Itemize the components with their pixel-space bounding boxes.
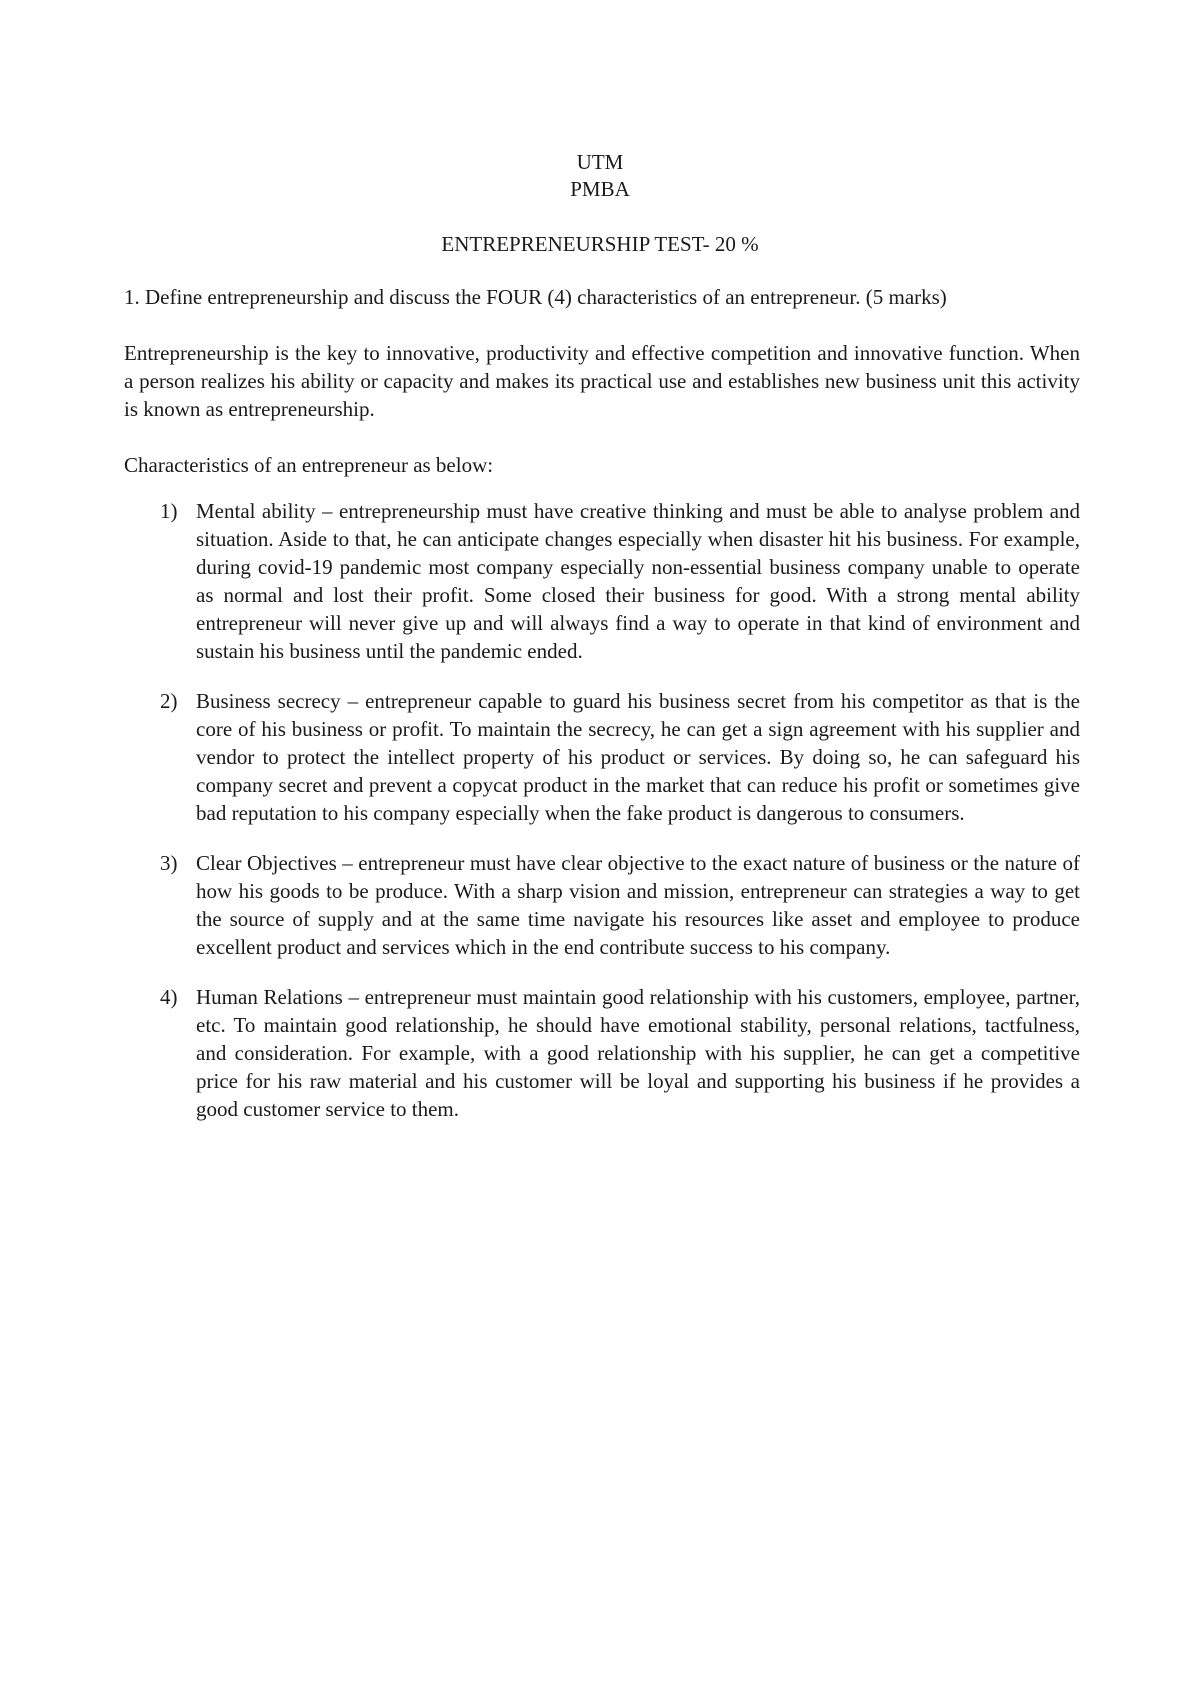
list-item-number: 2) bbox=[160, 689, 178, 713]
document-body bbox=[124, 283, 1080, 1145]
characteristics-intro: Characteristics of an entrepreneur as below: bbox=[124, 453, 494, 477]
header-program: PMBA bbox=[570, 177, 630, 201]
list-item-number: 3) bbox=[160, 851, 178, 875]
characteristics-list bbox=[124, 497, 1080, 1123]
list-item-text: Mental ability – entrepreneurship must have creative thinking and must be able to analyse problem and situation. Aside to that, he can anticipate changes especially when disaster hit his business. For example, during covid-19 pandemic most company especially non-essential business company unable to operate as normal and lost their profit. Some closed their business for good. With a strong mental ability entrepreneur will never give up and will always find a way to operate in that kind of environment and sustain his business until the pandemic ended. bbox=[196, 499, 1080, 663]
list-item bbox=[124, 849, 1080, 961]
question-text: 1. Define entrepreneurship and discuss the FOUR (4) characteristics of an entrepreneur. (5 marks) bbox=[124, 285, 947, 309]
list-item bbox=[124, 497, 1080, 665]
list-item bbox=[124, 687, 1080, 827]
definition-paragraph: Entrepreneurship is the key to innovative, productivity and effective competition and innovative function. When a person realizes his ability or capacity and makes its practical use and establishes new business unit this activity is known as entrepreneurship. bbox=[124, 341, 1080, 421]
list-item-text: Human Relations – entrepreneur must maintain good relationship with his customers, employee, partner, etc. To maintain good relationship, he should have emotional stability, personal relations, tactfulness, and consideration. For example, with a good relationship with his supplier, he can get a competitive price for his raw material and his customer will be loyal and supporting his business if he provides a good customer service to them. bbox=[196, 985, 1080, 1121]
list-item bbox=[124, 983, 1080, 1123]
list-item-number: 1) bbox=[160, 499, 178, 523]
header-institution: UTM bbox=[576, 150, 624, 174]
test-title: ENTREPRENEURSHIP TEST- 20 % bbox=[441, 232, 759, 256]
list-item-text: Clear Objectives – entrepreneur must have clear objective to the exact nature of business or the nature of how his goods to be produce. With a sharp vision and mission, entrepreneur can strategies a way to get the source of supply and at the same time navigate his resources like asset and employee to produce excellent product and services which in the end contribute success to his company. bbox=[196, 851, 1080, 959]
list-item-number: 4) bbox=[160, 985, 178, 1009]
list-item-text: Business secrecy – entrepreneur capable to guard his business secret from his competitor as that is the core of his business or profit. To maintain the secrecy, he can get a sign agreement with his supplier and vendor to protect the intellect property of his product or services. By doing so, he can safeguard his company secret and prevent a copycat product in the market that can reduce his profit or sometimes give bad reputation to his company especially when the fake product is dangerous to consumers. bbox=[196, 689, 1080, 825]
